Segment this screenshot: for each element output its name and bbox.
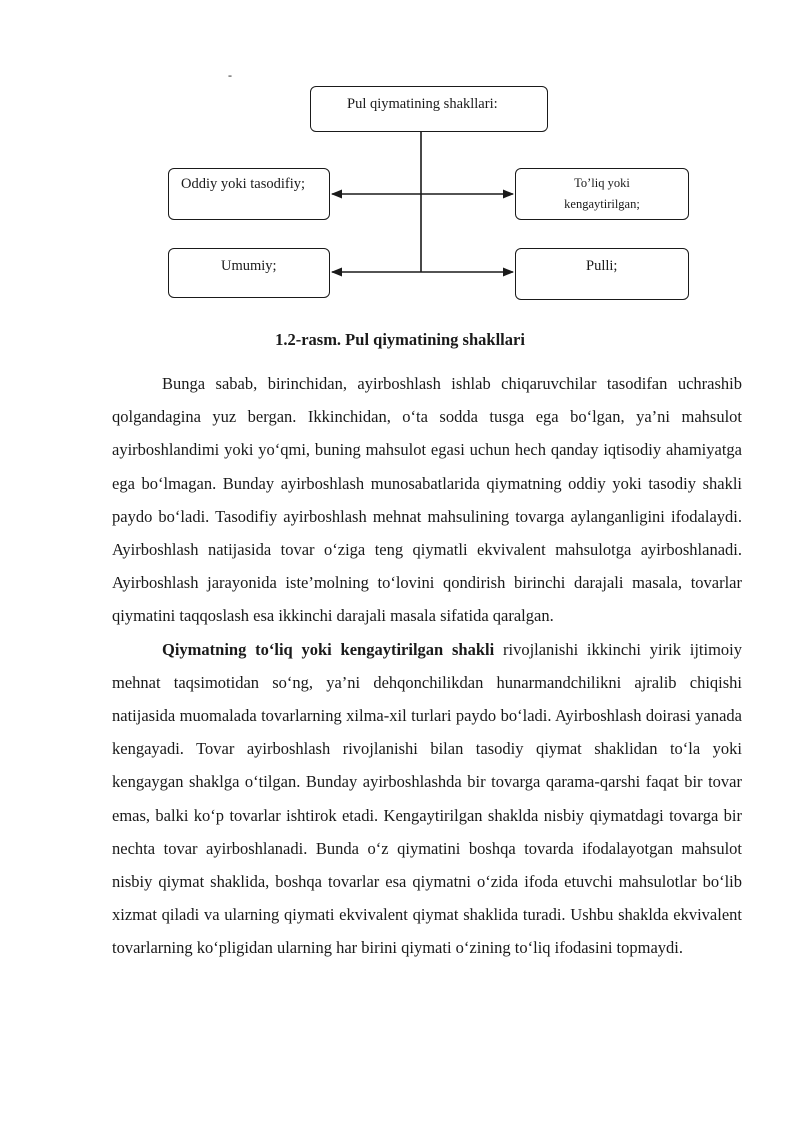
diagram-root-label: Pul qiymatining shakllari: [347,96,498,112]
figure-caption: 1.2-rasm. Pul qiymatining shakllari [275,330,525,349]
paragraph-2 [112,633,742,965]
forms-diagram [0,0,800,320]
paragraph-2-body: rivojlanishi ikkinchi yirik ijtimoiy mehnat taqsimotidan so‘ng, ya’ni dehqonchilikdan hunarmandchilikni ajralib chiqishi natijasida muomalada tovarlarning xilma-xil turlari paydo bo‘ladi. Ayirboshlash doirasi yanada kengayadi. Tovar ayirboshlash rivojlanishi bilan tasodiy qiymat shaklidan to‘la yoki kengaygan shaklga o‘tilgan. Bunday ayirboshlashda bir tovarga qarama-qarshi faqat bir tovar emas, balki ko‘p tovarlar ishtirok etadi. Kengaytirilgan shaklda nisbiy qiymatdagi tovarga bir nechta tovar ayirboshlanadi. Bunda o‘z qiymatini boshqa tovarda ifodalayotgan mahsulot nisbiy qiymat shaklida, boshqa tovarlar esa qiymatni o‘zida ifoda etuvchi mahsulotlar bo‘lib xizmat qiladi va ularning qiymati ekvivalent qiymat shaklida turadi. Ushbu shaklda ekvivalent tovarlarning ko‘pligidan ularning har birini qiymati o‘zining to‘liq ifodasini topmaydi. [112,639,742,958]
paragraph-1: Bunga sabab, birinchidan, ayirboshlash ishlab chiqaruvchilar tasodifan uchrashib qolgandagina yuz bergan. Ikkinchidan, o‘ta sodda tusga ega bo‘lgan, ya’ni mahsulot ayirboshlandimi yoki yo‘qmi, buning mahsulot egasi uchun hech qanday iqtisodiy ahamiyatga ega bo‘lmagan. Bunday ayirboshlash munosabatlarida qiymatning oddiy yoki tasodiy shakli paydo bo‘ladi. Tasodifiy ayirboshlash mehnat mahsulining tovarga aylanganligini ifodalaydi. Ayirboshlash natijasida tovar o‘ziga teng qiymatli ekvivalent mahsulotga ayirboshlanadi. Ayirboshlash jarayonida iste’molning to‘lovini qondirish birinchi darajali masala, tovarlar qiymatini taqqoslash esa ikkinchi darajali masala sifatida qaralgan. [112,374,742,626]
diagram-umumiy-label: Umumiy; [221,258,277,274]
diagram-toliq-label-line2: kengaytirilgan; [564,197,640,211]
diagram-box-oddiy [168,168,330,220]
diagram-pulli-label: Pulli; [586,258,618,274]
diagram-box-pulli [515,248,689,300]
diagram-toliq-label-line1: To’liq yoki [574,176,630,191]
stray-mark: - [228,68,232,82]
body-text [112,367,742,965]
diagram-box-toliq [515,168,689,220]
diagram-oddiy-label: Oddiy yoki tasodifiy; [181,176,306,192]
diagram-root-box [310,86,548,132]
diagram-box-umumiy [168,248,330,298]
paragraph-2-bold-lead: Qiymatning to‘liq yoki kengaytirilgan shakli [162,639,495,659]
